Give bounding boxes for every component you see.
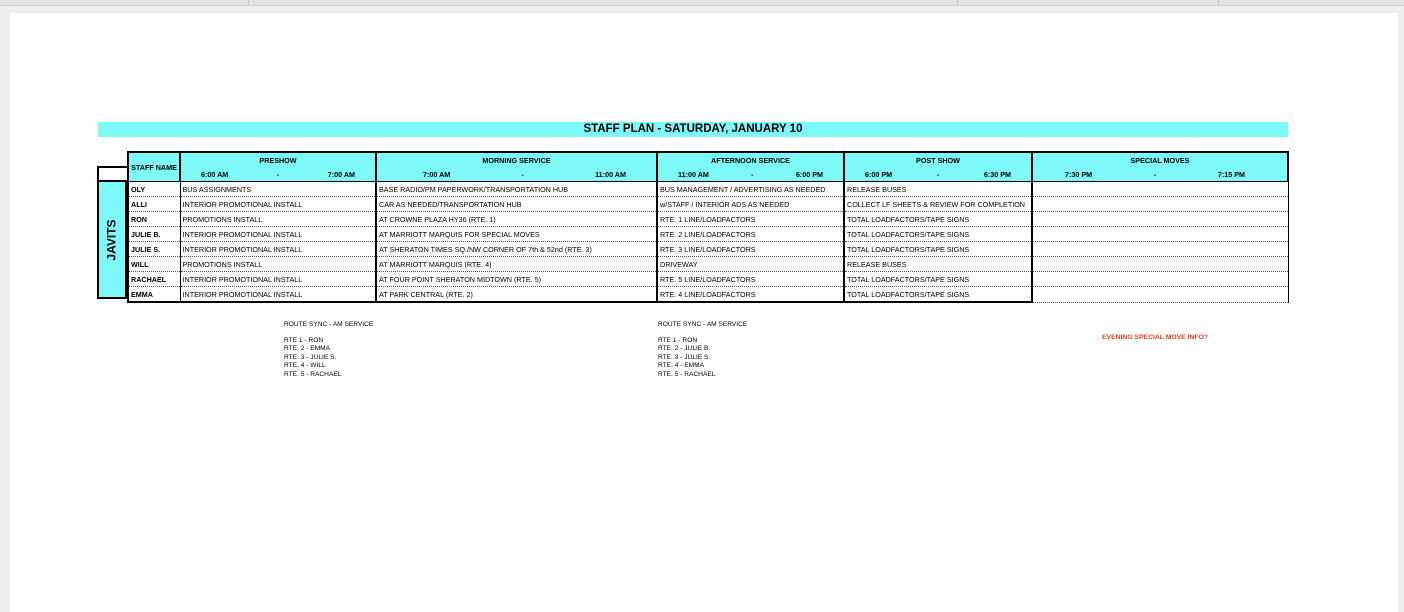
time-start: 7:30 PM	[1065, 169, 1093, 179]
route-sync-line: RTE. 4 - EMMA	[658, 362, 705, 369]
column-header-special-moves: SPECIAL MOVES	[1032, 152, 1288, 167]
route-sync-line: RTE. 5 - RACHAEL	[284, 370, 342, 378]
time-separator: -	[1153, 169, 1157, 179]
table-row	[128, 227, 1288, 242]
column-header-afternoon-service: AFTERNOON SERVICE	[657, 152, 844, 167]
route-sync-line: RTE 1 - RON	[284, 336, 324, 344]
time-separator: -	[276, 169, 280, 179]
staff-name-cell: JULIE B.	[128, 227, 180, 242]
cell-preshow: INTERIOR PROMOTIONAL INSTALL	[180, 242, 376, 257]
cell-post-show: RELEASE BUSES	[844, 182, 1032, 197]
cell-special-moves	[1032, 242, 1288, 257]
section-label	[97, 180, 127, 299]
table-row	[128, 272, 1288, 287]
cell-afternoon-service: RTE. 5 LINE/LOADFACTORS	[657, 272, 844, 287]
cell-afternoon-service: RTE. 2 LINE/LOADFACTORS	[657, 227, 844, 242]
staff-name-cell: WILL	[128, 257, 180, 272]
cell-preshow: INTERIOR PROMOTIONAL INSTALL	[180, 197, 376, 212]
staff-name-cell: JULIE S.	[128, 242, 180, 257]
cell-post-show: TOTAL LOADFACTORS/TAPE SIGNS	[844, 212, 1032, 227]
time-range-preshow	[180, 167, 376, 182]
cell-morning-service: AT SHERATON TIMES SQ./NW CORNER OF 7th & 52nd (RTE. 3)	[376, 242, 657, 257]
cell-special-moves	[1032, 272, 1288, 287]
evening-special-move-note: EVENING SPECIAL MOVE INFO?	[1102, 334, 1208, 341]
cell-special-moves	[1032, 197, 1288, 212]
table-row	[128, 287, 1288, 303]
table-row	[128, 212, 1288, 227]
column-header-post-show: POST SHOW	[844, 152, 1032, 167]
route-sync-line: RTE 1 - RON	[658, 336, 698, 344]
cell-afternoon-service: w/STAFF / INTERIOR ADS AS NEEDED	[657, 197, 844, 212]
time-range-post-show	[844, 167, 1032, 182]
time-end: 7:00 AM	[327, 169, 355, 179]
route-sync-heading: ROUTE SYNC - AM SERVICE	[284, 321, 374, 328]
sheet-title: STAFF PLAN - SATURDAY, JANUARY 10	[98, 122, 1288, 137]
table-corner	[97, 166, 128, 181]
cell-afternoon-service: RTE. 4 LINE/LOADFACTORS	[657, 287, 844, 303]
route-sync-line: RTE. 2 - JULIE B.	[658, 345, 711, 352]
cell-morning-service: CAR AS NEEDED/TRANSPORTATION HUB	[376, 197, 657, 212]
time-separator: -	[751, 169, 754, 179]
document-page	[10, 13, 1398, 612]
cell-morning-service: AT PARK CENTRAL (RTE. 2)	[376, 287, 657, 303]
cell-morning-service: AT CROWNE PLAZA HY36 (RTE. 1)	[376, 212, 657, 227]
column-header-preshow: PRESHOW	[180, 152, 376, 167]
time-range-afternoon	[657, 167, 844, 182]
cell-special-moves	[1032, 227, 1288, 242]
cell-afternoon-service: RTE. 3 LINE/LOADFACTORS	[657, 242, 844, 257]
cell-post-show: TOTAL LOADFACTORS/TAPE SIGNS	[844, 242, 1032, 257]
app-top-bar	[0, 0, 1404, 6]
cell-post-show: COLLECT LF SHEETS & REVIEW FOR COMPLETION	[844, 197, 1032, 212]
cell-afternoon-service: DRIVEWAY	[657, 257, 844, 272]
cell-preshow: PROMOTIONS INSTALL	[180, 212, 376, 227]
time-start: 6:00 PM	[865, 169, 893, 179]
cell-preshow: INTERIOR PROMOTIONAL INSTALL	[180, 287, 376, 303]
staff-name-cell: ALLI	[128, 197, 180, 212]
route-sync-line: RTE. 3 - JULIE S.	[284, 353, 337, 361]
cell-afternoon-service: RTE. 1 LINE/LOADFACTORS	[657, 212, 844, 227]
cell-preshow: INTERIOR PROMOTIONAL INSTALL	[180, 272, 376, 287]
cell-post-show: TOTAL LOADFACTORS/TAPE SIGNS	[844, 227, 1032, 242]
time-start: 11:00 AM	[678, 169, 709, 179]
route-sync-line: RTE. 2 - EMMA	[284, 345, 331, 352]
route-sync-am-left	[284, 321, 373, 379]
time-end: 7:15 PM	[1217, 169, 1245, 179]
time-end: 11:00 AM	[595, 169, 626, 179]
cell-special-moves	[1032, 287, 1288, 303]
cell-morning-service: AT FOUR POINT SHERATON MIDTOWN (RTE. 5)	[376, 272, 657, 287]
table-row	[128, 197, 1288, 212]
cell-post-show: RELEASE BUSES	[844, 257, 1032, 272]
route-sync-line: RTE. 3 - JULIE S.	[658, 353, 711, 361]
time-range-special-moves	[1032, 167, 1288, 182]
time-end: 6:00 PM	[795, 169, 823, 179]
table-row	[128, 242, 1288, 257]
table-row	[128, 182, 1288, 197]
section-label-text: JAVITS	[105, 218, 119, 261]
cell-post-show: TOTAL LOADFACTORS/TAPE SIGNS	[844, 272, 1032, 287]
cell-special-moves	[1032, 182, 1288, 197]
cell-post-show: TOTAL LOADFACTORS/TAPE SIGNS	[844, 287, 1032, 303]
ruler-tick	[957, 0, 958, 5]
cell-morning-service: AT MARRIOTT MARQUIS (RTE. 4)	[376, 257, 657, 272]
cell-preshow: INTERIOR PROMOTIONAL INSTALL	[180, 227, 376, 242]
time-range-morning	[376, 167, 657, 182]
staff-name-cell: OLY	[128, 182, 180, 197]
route-sync-line: RTE. 4 - WILL	[284, 362, 326, 369]
cell-afternoon-service: BUS MANAGEMENT / ADVERTISING AS NEEDED	[657, 182, 844, 197]
staff-name-header: STAFF NAME	[128, 152, 180, 182]
time-separator: -	[521, 169, 524, 179]
ruler-tick	[1218, 0, 1219, 5]
time-end: 6:30 PM	[983, 169, 1011, 179]
staff-plan-table	[127, 151, 1289, 303]
ruler-tick	[248, 0, 249, 5]
column-header-morning-service: MORNING SERVICE	[376, 152, 657, 167]
time-start: 7:00 AM	[423, 169, 451, 179]
cell-preshow: BUS ASSIGNMENTS	[180, 182, 376, 197]
cell-morning-service: AT MARRIOTT MARQUIS FOR SPECIAL MOVES	[376, 227, 657, 242]
route-sync-heading: ROUTE SYNC - AM SERVICE	[658, 321, 748, 328]
cell-special-moves	[1032, 257, 1288, 272]
time-separator: -	[936, 169, 940, 179]
staff-name-cell: RON	[128, 212, 180, 227]
cell-preshow: PROMOTIONS INSTALL	[180, 257, 376, 272]
cell-morning-service: BASE RADIO/PM PAPERWORK/TRANSPORTATION HUB	[376, 182, 657, 197]
route-sync-line: RTE. 5 - RACHAEL	[658, 370, 716, 378]
staff-name-cell: EMMA	[128, 287, 180, 303]
cell-special-moves	[1032, 212, 1288, 227]
route-sync-am-right	[658, 321, 747, 379]
table-row	[128, 257, 1288, 272]
staff-name-cell: RACHAEL	[128, 272, 180, 287]
time-start: 6:00 AM	[201, 169, 229, 179]
